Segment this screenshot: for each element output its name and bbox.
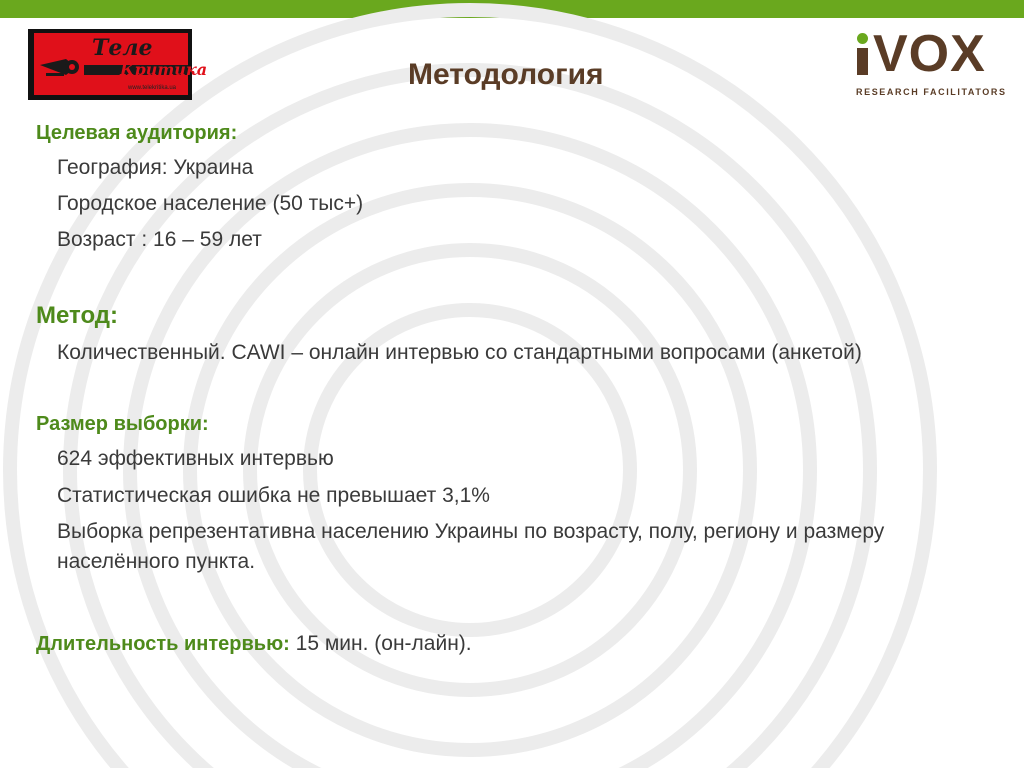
logo-left-url: www.telekritika.ua [128, 85, 177, 91]
telekritika-logo [28, 29, 208, 100]
ivox-logo [850, 25, 1016, 102]
sample-heading: Размер выборки: [36, 413, 209, 435]
ivox-stem [857, 48, 868, 75]
duration-line [36, 632, 472, 656]
audience-heading: Целевая аудитория: [36, 122, 238, 144]
logo-left-word-1: Теле [92, 35, 153, 61]
audience-item: Возраст : 16 – 59 лет [57, 228, 262, 251]
duration-value: 15 мин. (он-лайн). [289, 632, 472, 655]
audience-item: Городское население (50 тыс+) [57, 192, 364, 215]
page-title: Методология [408, 58, 604, 91]
audience-item: География: Украина [57, 156, 254, 179]
sample-item: 624 эффективных интервью [57, 447, 334, 470]
ivox-tagline: RESEARCH FACILITATORS [856, 87, 1007, 97]
camera-icon [36, 39, 96, 89]
sample-item: Выборка репрезентативна населению Украины по возрасту, полу, региону и размеру населённого пункта. [57, 520, 885, 573]
duration-label: Длительность интервью: [36, 633, 290, 655]
ivox-wordmark: VOX [873, 25, 986, 83]
method-heading: Метод: [36, 302, 119, 329]
sample-item: Статистическая ошибка не превышает 3,1% [57, 484, 490, 507]
method-item: Количественный. CAWI – онлайн интервью со стандартными вопросами (анкетой) [57, 341, 862, 364]
ivox-dot [857, 33, 868, 44]
logo-left-word-2: Критика [120, 60, 208, 79]
